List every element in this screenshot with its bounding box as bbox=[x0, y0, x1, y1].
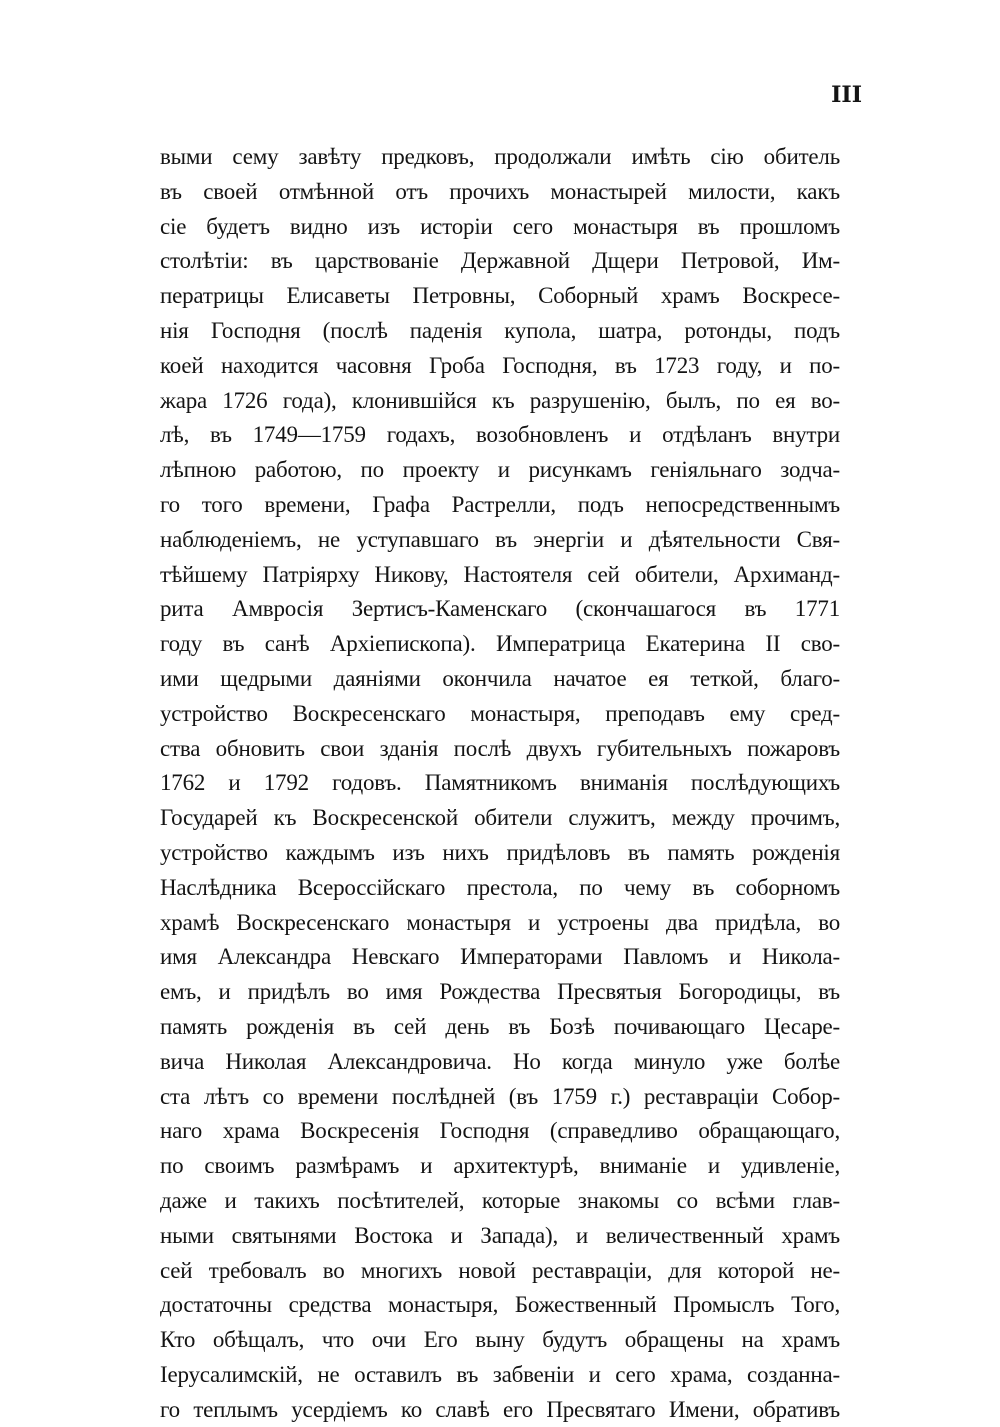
text-line: году въ санѣ Архіепископа). Императрица Екатерина II сво- bbox=[160, 631, 840, 657]
text-line: устройство каждымъ изъ нихъ придѣловъ въ память рожденія bbox=[160, 839, 840, 865]
text-line: ными святынями Востока и Запада), и величественный храмъ bbox=[160, 1222, 840, 1248]
text-line: ста лѣтъ со времени послѣдней (въ 1759 г.) реставраціи Собор- bbox=[160, 1083, 840, 1109]
text-line: жара 1726 года), клонившійся къ разрушенію, былъ, по ея во- bbox=[160, 387, 840, 413]
text-line: наго храма Воскресенія Господня (справедливо обращающаго, bbox=[160, 1118, 840, 1144]
text-line: Іерусалимскій, не оставилъ въ забвеніи и сего храма, созданна- bbox=[160, 1361, 840, 1387]
text-line: вича Николая Александровича. Но когда минуло уже болѣе bbox=[160, 1048, 840, 1074]
text-line: достаточны средства монастыря, Божественный Промыслъ Того, bbox=[160, 1292, 840, 1318]
text-line: ператрицы Елисаветы Петровны, Соборный храмъ Воскресе- bbox=[160, 283, 840, 309]
text-line: сіе будетъ видно изъ исторіи сего монастыря въ прошломъ bbox=[160, 213, 840, 239]
text-line: по своимъ размѣрамъ и архитектурѣ, вниманіе и удивленіе, bbox=[160, 1153, 840, 1179]
text-line: столѣтіи: въ царствованіе Державной Дщери Петровой, Им- bbox=[160, 248, 840, 274]
text-line: емъ, и придѣлъ во имя Рождества Пресвятыя Богородицы, въ bbox=[160, 979, 840, 1005]
text-line: даже и такихъ посѣтителей, которые знакомы со всѣми глав- bbox=[160, 1187, 840, 1213]
page-number: III bbox=[831, 82, 862, 108]
text-line: тѣйшему Патріярху Никову, Настоятеля сей обители, Архиманд- bbox=[160, 561, 840, 587]
text-line: коей находится часовня Гроба Господня, въ 1723 году, и по- bbox=[160, 352, 840, 378]
text-line: память рожденія въ сей день въ Бозѣ почивающаго Цесаре- bbox=[160, 1013, 840, 1039]
text-line: лѣпною работою, по проекту и рисункамъ геніяльнаго зодча- bbox=[160, 457, 840, 483]
text-line: наблюденіемъ, не уступавшаго въ энергіи и дѣятельности Свя- bbox=[160, 526, 840, 552]
text-line: го того времени, Графа Растрелли, подъ непосредственнымъ bbox=[160, 491, 840, 517]
text-line: Наслѣдника Всероссійскаго престола, по чему въ соборномъ bbox=[160, 874, 840, 900]
text-line: храмѣ Воскресенскаго монастыря и устроены два придѣла, во bbox=[160, 909, 840, 935]
text-line: лѣ, въ 1749—1759 годахъ, возобновленъ и отдѣланъ внутри bbox=[160, 422, 840, 448]
text-line: го теплымъ усердіемъ ко славѣ его Пресвятаго Имени, обративъ bbox=[160, 1396, 840, 1422]
text-line: устройство Воскресенскаго монастыря, преподавъ ему сред- bbox=[160, 700, 840, 726]
text-line: нія Господня (послѣ паденія купола, шатра, ротонды, подъ bbox=[160, 317, 840, 343]
text-line: Кто обѣщалъ, что очи Его выну будутъ обращены на храмъ bbox=[160, 1327, 840, 1353]
text-line: рита Амвросія Зертисъ-Каменскаго (скончашагося въ 1771 bbox=[160, 596, 840, 622]
text-line: въ своей отмѣнной отъ прочихъ монастырей милости, какъ bbox=[160, 178, 840, 204]
text-line: имя Александра Невскаго Императорами Павломъ и Никола- bbox=[160, 944, 840, 970]
body-text bbox=[160, 140, 840, 1427]
text-line: сей требовалъ во многихъ новой реставраціи, для которой не- bbox=[160, 1257, 840, 1283]
text-line: ими щедрыми даяніями окончила начатое ея теткой, благо- bbox=[160, 665, 840, 691]
text-line: выми сему завѣту предковъ, продолжали имѣть сію обитель bbox=[160, 144, 840, 169]
text-line: ства обновить свои зданія послѣ двухъ губительныхъ пожаровъ bbox=[160, 735, 840, 761]
text-line: 1762 и 1792 годовъ. Памятникомъ вниманія послѣдующихъ bbox=[160, 770, 840, 796]
text-line: Государей къ Воскресенской обители служитъ, между прочимъ, bbox=[160, 805, 840, 831]
